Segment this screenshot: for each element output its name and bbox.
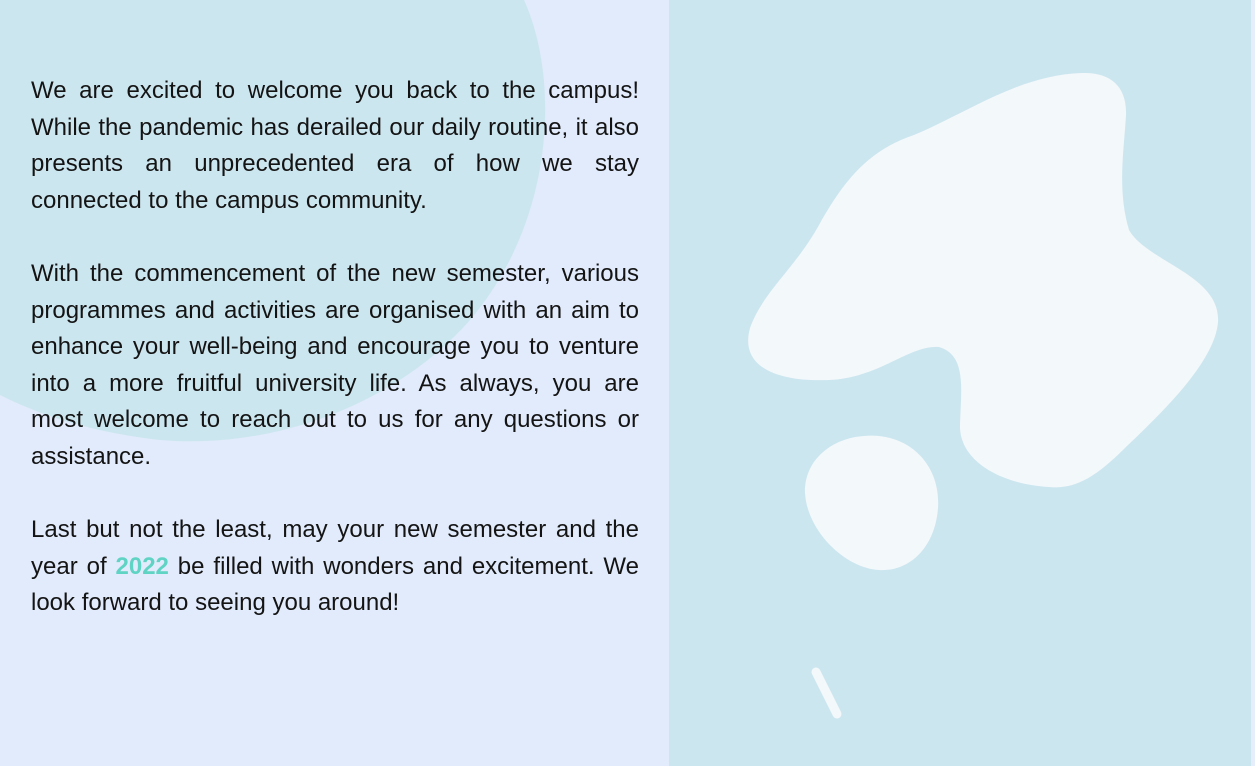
paragraph-2: With the commencement of the new semester, various programmes and activities are organised with an aim to enhance your well-being and encourage you to venture into a more fruitful university life. As always, you are most welcome to reach out to us for any questions or assistance.	[31, 259, 639, 470]
right-edge-strip	[1251, 0, 1255, 766]
welcome-message	[31, 73, 639, 659]
small-blob	[805, 436, 938, 570]
stroke-mark	[816, 672, 837, 714]
decorative-blobs	[669, 0, 1251, 766]
year-highlight: 2022	[115, 552, 169, 580]
paragraph-3-end: be filled with wonders and excitement. We look forward to seeing you around!	[31, 552, 639, 617]
paragraph-3-start: Last but not the least, may your new semester and the year of	[31, 516, 639, 580]
right-panel	[669, 0, 1251, 766]
paragraph-3	[31, 512, 639, 622]
paragraph-1: We are excited to welcome you back to the campus! While the pandemic has derailed our daily routine, it also presents an unprecedented era of how we stay connected to the campus community.	[31, 77, 639, 214]
large-blob	[748, 73, 1218, 487]
